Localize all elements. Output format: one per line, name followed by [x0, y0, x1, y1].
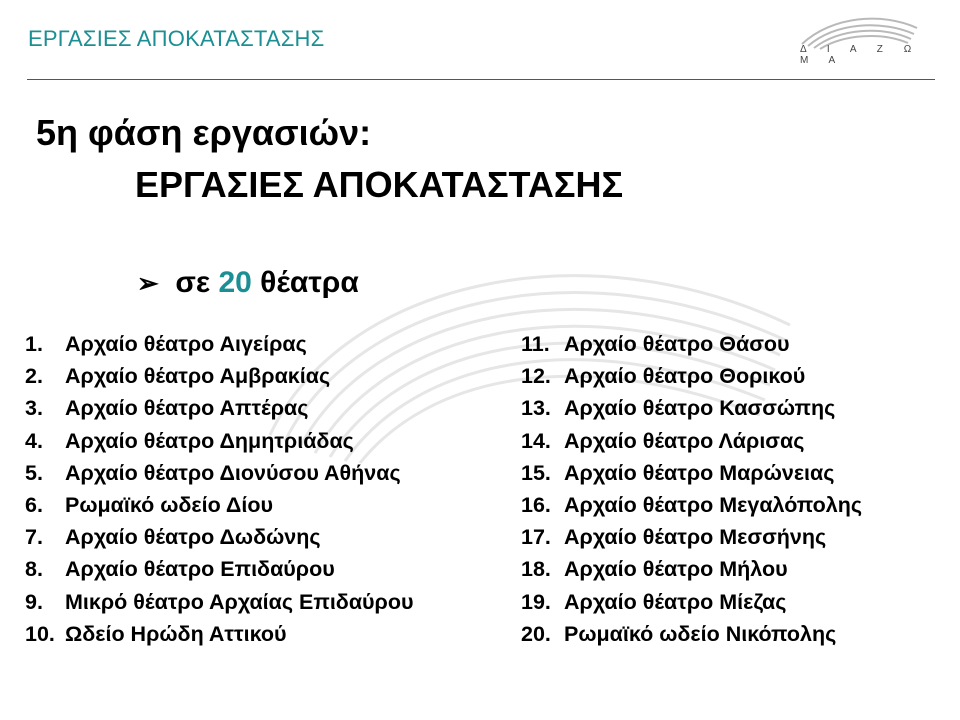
list-item-number: 12.	[521, 364, 551, 389]
list-item	[521, 461, 862, 493]
bullet-suffix: θέατρα	[260, 266, 359, 299]
header-divider	[27, 79, 935, 80]
list-item-text: Αρχαίο θέατρο Αμβρακίας	[65, 364, 331, 389]
list-item	[521, 332, 862, 364]
list-item	[25, 429, 414, 461]
page-subtitle: ΕΡΓΑΣΙΕΣ ΑΠΟΚΑΤΑΣΤΑΣΗΣ	[135, 164, 624, 205]
list-item-number: 14.	[521, 428, 551, 453]
list-item	[25, 525, 414, 557]
list-item-text: Αρχαίο θέατρο Διονύσου Αθήνας	[65, 460, 401, 485]
list-item-text: Αρχαίο θέατρο Απτέρας	[65, 396, 309, 421]
list-item	[521, 557, 862, 589]
theatre-list-left	[25, 332, 414, 654]
list-item-number: 11.	[521, 332, 550, 356]
list-item-number: 6.	[25, 492, 43, 517]
theatre-list-right	[521, 332, 862, 654]
list-item-text: Αρχαίο θέατρο Λάρισας	[564, 428, 805, 453]
list-item-text: Αρχαίο θέατρο Δημητριάδας	[65, 428, 354, 453]
list-item	[25, 557, 414, 589]
list-item-text: Αρχαίο θέατρο Μήλου	[564, 557, 788, 582]
list-item	[521, 396, 862, 428]
list-item	[25, 590, 414, 622]
list-item-number: 15.	[521, 460, 551, 485]
list-item-text: Αρχαίο θέατρο Κασσώπης	[564, 396, 836, 421]
list-item-number: 9.	[25, 589, 43, 614]
list-item-number: 20.	[521, 621, 551, 646]
list-item-text: Αρχαίο θέατρο Θάσου	[564, 332, 790, 356]
list-item	[521, 493, 862, 525]
list-item	[25, 622, 414, 654]
header-title: ΕΡΓΑΣΙΕΣ ΑΠΟΚΑΤΑΣΤΑΣΗΣ	[28, 26, 325, 51]
list-item	[25, 461, 414, 493]
list-item	[521, 429, 862, 461]
list-item-text: Ρωμαϊκό ωδείο Δίου	[65, 492, 273, 517]
list-item-text: Αρχαίο θέατρο Μεγαλόπολης	[564, 492, 863, 517]
page-title: 5η φάση εργασιών:	[36, 112, 372, 153]
list-item-number: 5.	[25, 460, 43, 485]
list-item	[521, 622, 862, 654]
bullet-prefix: σε	[175, 266, 211, 299]
list-item-number: 10.	[25, 621, 55, 646]
list-item-text: Ωδείο Ηρώδη Αττικού	[65, 621, 287, 646]
list-item-text: Αρχαίο θέατρο Μαρώνειας	[564, 460, 835, 485]
list-item	[521, 590, 862, 622]
list-item-number: 1.	[25, 332, 43, 356]
list-item	[25, 364, 414, 396]
list-item-number: 13.	[521, 396, 551, 421]
theatre-count-bullet	[137, 266, 359, 300]
list-item	[521, 525, 862, 557]
list-item-text: Αρχαίο θέατρο Επιδαύρου	[65, 557, 335, 582]
arrow-bullet-icon: ➢	[137, 268, 159, 298]
list-item-number: 16.	[521, 492, 551, 517]
list-item-text: Μικρό θέατρο Αρχαίας Επιδαύρου	[65, 589, 414, 614]
bullet-number: 20	[218, 266, 252, 299]
list-item-number: 17.	[521, 525, 551, 550]
list-item-text: Ρωμαϊκό ωδείο Νικόπολης	[564, 621, 837, 646]
list-item	[25, 493, 414, 525]
list-item	[25, 396, 414, 428]
list-item-number: 8.	[25, 557, 43, 582]
list-item-number: 4.	[25, 428, 43, 453]
list-item-number: 19.	[521, 589, 551, 614]
list-item	[25, 332, 414, 364]
list-item-text: Αρχαίο θέατρο Θορικού	[564, 364, 806, 389]
list-item-number: 3.	[25, 396, 43, 421]
list-item-text: Αρχαίο θέατρο Μίεζας	[564, 589, 787, 614]
list-item-text: Αρχαίο θέατρο Μεσσήνης	[564, 525, 827, 550]
list-item-text: Αρχαίο θέατρο Δωδώνης	[65, 525, 321, 550]
logo-text: Δ Ι Α Ζ Ω Μ Α	[800, 44, 921, 66]
list-item-number: 18.	[521, 557, 551, 582]
list-item	[521, 364, 862, 396]
list-item-number: 7.	[25, 525, 43, 550]
list-item-number: 2.	[25, 364, 43, 389]
list-item-text: Αρχαίο θέατρο Αιγείρας	[65, 332, 307, 356]
